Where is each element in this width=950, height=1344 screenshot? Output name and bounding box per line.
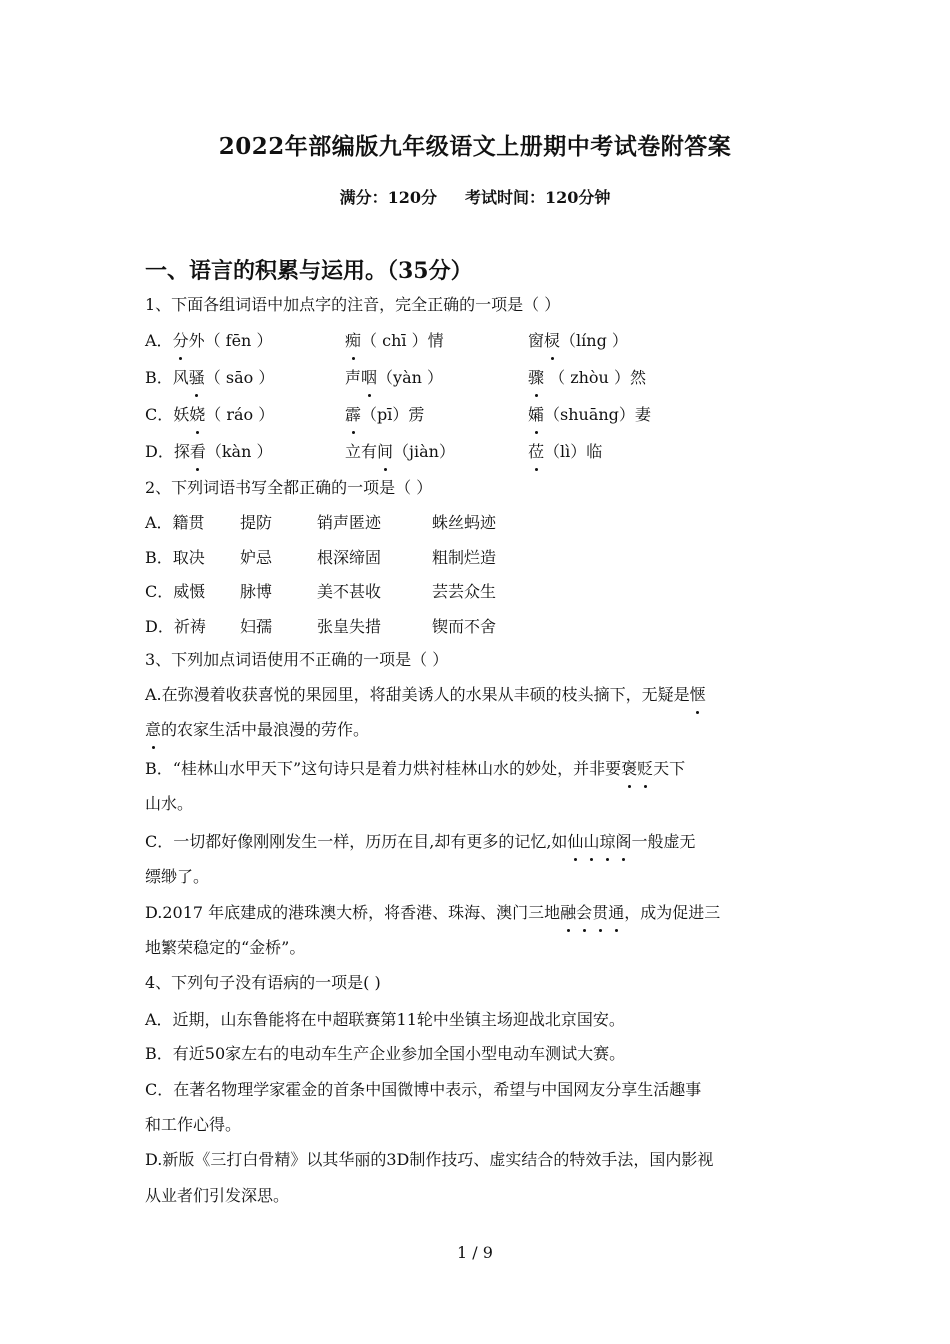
emphasis-dot-char: 霹: [345, 403, 361, 427]
exam-time: 考试时间：120分钟: [465, 188, 611, 207]
q1-d-item: 立有间（jiàn）: [345, 440, 455, 464]
q3-option-c-line1: C．一切都好像刚刚发生一样，历历在目,却有更多的记忆,如仙山琼阁一般虚无: [145, 830, 696, 854]
emphasis-dot-char: 间: [377, 440, 393, 464]
q1-c-item: 霹（pī）雳: [345, 403, 424, 427]
q1-b-item: B．风骚（ sāo ）: [145, 366, 274, 390]
q1-d-item: 莅（lì）临: [528, 440, 602, 464]
q1-c-item: 孀（shuāng）妻: [528, 403, 651, 427]
q3-option-c-line2: 缥缈了。: [145, 867, 210, 886]
q3-option-a-line2: 意的农家生活中最浪漫的劳作。: [145, 718, 369, 742]
q3-option-b-line2: 山水。: [145, 794, 194, 813]
emphasis-dot-char: 莅: [528, 440, 544, 464]
section-heading: 一、语言的积累与运用。（35分）: [145, 258, 473, 284]
q3-option-b-line1: B．“桂林山水甲天下”这句诗只是着力烘衬桂林山水的妙处，并非要褒贬天下: [145, 757, 685, 781]
q1-c-item: C．妖娆（ ráo ）: [145, 403, 274, 427]
emphasis-dot-char: 融: [560, 901, 576, 925]
q3-option-d-line2: 地繁荣稳定的“金桥”。: [145, 938, 306, 957]
page-number: 1 / 9: [457, 1243, 493, 1262]
q1-a-item: 窗棂（líng ）: [528, 329, 628, 353]
emphasis-dot-char: 山: [583, 830, 599, 854]
q1-stem: 1、下面各组词语中加点字的注音，完全正确的一项是（ ）: [145, 295, 561, 314]
q4-option-c-line1: C．在著名物理学家霍金的首条中国微博中表示，希望与中国网友分享生活趣事: [145, 1080, 702, 1099]
q3-stem: 3、下列加点词语使用不正确的一项是（ ）: [145, 650, 449, 669]
emphasis-dot-char: 贯: [592, 901, 608, 925]
emphasis-dot-char: 惬: [690, 683, 706, 707]
q4-option-d-line1: D.新版《三打白骨精》以其华丽的3D制作技巧、虚实结合的特效手法，国内影视: [145, 1150, 714, 1169]
document-title: 2022年部编版九年级语文上册期中考试卷附答案: [218, 133, 732, 160]
full-marks: 满分：120分: [339, 188, 437, 207]
emphasis-dot-char: 阁: [615, 830, 631, 854]
emphasis-dot-char: 骤: [528, 366, 544, 390]
q1-a-item: 痴（ chī ）情: [345, 329, 444, 353]
emphasis-dot-char: 看: [190, 440, 206, 464]
emphasis-dot-char: 痴: [345, 329, 361, 353]
q1-a-item: A．分外（ fēn ）: [145, 329, 272, 353]
q4-option-d-line2: 从业者们引发深思。: [145, 1186, 290, 1205]
emphasis-dot-char: 褒: [621, 757, 637, 781]
emphasis-dot-char: 仙: [567, 830, 583, 854]
emphasis-dot-char: 会: [576, 901, 592, 925]
q3-option-d-line1: D.2017 年底建成的港珠澳大桥，将香港、珠海、澳门三地融会贯通，成为促进三: [145, 901, 720, 925]
q4-option-c-line2: 和工作心得。: [145, 1115, 242, 1134]
q4-option-b: B．有近50家左右的电动车生产企业参加全国小型电动车测试大赛。: [145, 1044, 626, 1063]
q3-option-a-line1: A.在弥漫着收获喜悦的果园里，将甜美诱人的水果从丰硕的枝头摘下，无疑是惬: [145, 683, 706, 707]
emphasis-dot-char: 娆: [189, 403, 205, 427]
emphasis-dot-char: 贬: [637, 757, 653, 781]
emphasis-dot-char: 咽: [361, 366, 377, 390]
q4-stem: 4、下列句子没有语病的一项是( ): [145, 973, 381, 992]
emphasis-dot-char: 孀: [528, 403, 544, 427]
q1-d-item: D．探看（kàn ）: [145, 440, 273, 464]
q1-b-item: 骤 （ zhòu ）然: [528, 366, 646, 390]
q1-b-item: 声咽（yàn ）: [345, 366, 443, 390]
q4-option-a: A．近期，山东鲁能将在中超联赛第11轮中坐镇主场迎战北京国安。: [145, 1010, 625, 1029]
emphasis-dot-char: 意: [145, 718, 161, 742]
emphasis-dot-char: 琼: [599, 830, 615, 854]
emphasis-dot-char: 通: [608, 901, 624, 925]
q2-stem: 2、下列词语书写全都正确的一项是（ ）: [145, 478, 433, 497]
emphasis-dot-char: 棂: [544, 329, 560, 353]
emphasis-dot-char: 分: [173, 329, 189, 353]
exam-info: [0, 185, 950, 208]
emphasis-dot-char: 骚: [189, 366, 205, 390]
